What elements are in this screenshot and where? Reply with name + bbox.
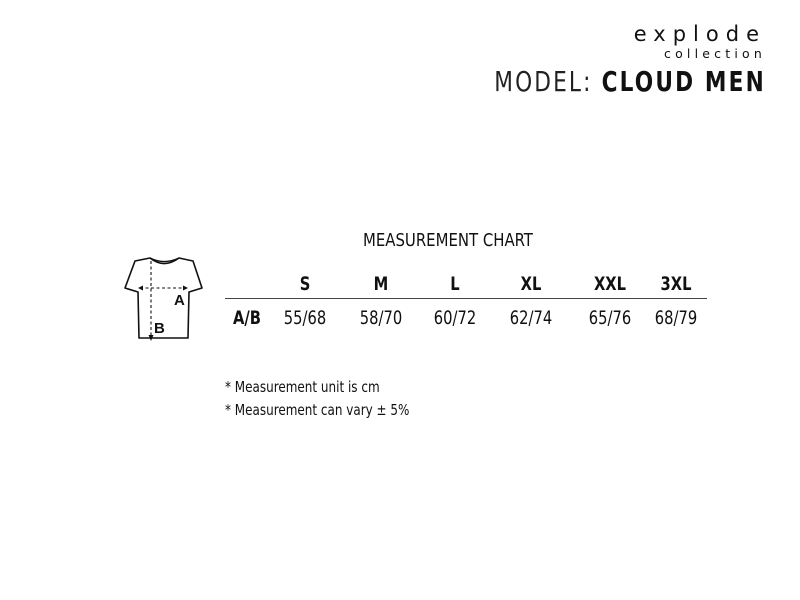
chart-title: MEASUREMENT CHART (363, 230, 533, 251)
tshirt-diagram-icon (122, 255, 208, 343)
brand-subtitle: collection (664, 46, 766, 61)
size-header-xxl: XXL (593, 273, 627, 295)
value-s: 55/68 (283, 307, 327, 329)
dimension-a-label: A (174, 292, 185, 309)
value-3xl: 68/79 (654, 307, 698, 329)
model-label: MODEL: (494, 65, 593, 98)
note-unit: * Measurement unit is cm (225, 378, 380, 396)
notes (225, 376, 409, 422)
size-header-row (225, 268, 707, 299)
note-variance: * Measurement can vary ± 5% (225, 401, 410, 419)
model-name: CLOUD MEN (601, 65, 766, 98)
model-heading (494, 66, 766, 98)
dimension-b-label: B (154, 320, 165, 337)
size-header-m: M (373, 273, 389, 295)
value-l: 60/72 (433, 307, 477, 329)
size-table (225, 268, 707, 331)
brand-name: explode (633, 22, 766, 46)
row-label: A/B (233, 307, 261, 329)
measurement-row (225, 299, 707, 331)
size-header-s: S (299, 273, 311, 295)
value-xxl: 65/76 (588, 307, 632, 329)
brand-header (450, 22, 766, 98)
size-header-xl: XL (520, 273, 542, 295)
size-header-3xl: 3XL (660, 273, 692, 295)
size-header-l: L (450, 273, 460, 295)
value-m: 58/70 (359, 307, 403, 329)
value-xl: 62/74 (509, 307, 553, 329)
